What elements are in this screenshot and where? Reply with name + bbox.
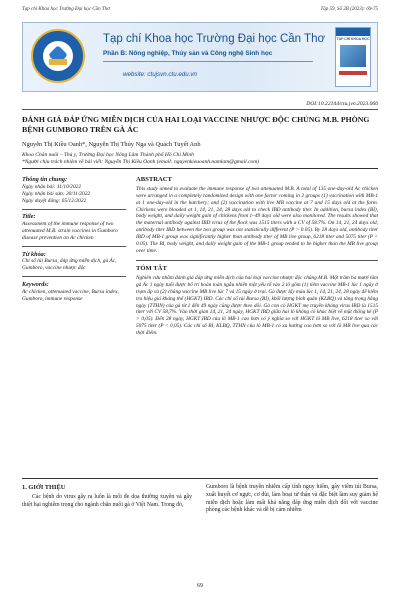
corresponding-author: *Người chịu trách nhiệm về bài viết: Nguyễn Thị Kiều Oanh (email: nguyenkieuoanh.namlam@gmail.com) [22, 159, 260, 165]
article-sidebar [22, 176, 126, 303]
banner-divider [103, 61, 313, 62]
title-en-text: Assessment of the immune response of two attenuated M.B. strain vaccines in Gumboro disease prevention on Ac chicken [22, 221, 118, 242]
journal-banner [22, 22, 378, 92]
keywords-en-heading: Keywords: [22, 280, 49, 288]
intro-text-right: Gumboro là bệnh truyền nhiễm cấp tính nguy hiểm, gây viêm túi Bursa, xuất huyết cơ ngực, cơ đùi, làm hoại tử thận và đặc biệt làm suy giảm hệ miễn dịch hoặc làm mất khả năng đáp ứng miễn dịch đối với vaccine phòng các bệnh khác và dễ bị cảm nhiễm [206, 484, 378, 514]
authors: Nguyễn Thị Kiều Oanh*, Nguyễn Thị Thủy Nga và Quách Tuyết Anh [22, 141, 201, 148]
sidebar-divider [22, 246, 126, 247]
keywords-vi-heading: Từ khóa: [22, 250, 46, 258]
banner-title: Tạp chí Khoa học Trường Đại học Cần Thơ [103, 33, 326, 45]
keywords-en-text: Ac chicken, attenuated vaccine, Bursa index, Gumboro, immune response [22, 288, 119, 302]
abstract-divider [136, 260, 378, 261]
abstract-text: This study aimed to evaluate the immune response of two attenuated M.B. A total of 135 one-day-old Ac chicken were arranged in a completely randomized design with one factor coming in 2 groups (1) vaccination with MB-1 at 1 one-day-old in the hatchery; and (2) vaccination with live MB vaccine at 7 and 15 days old at the farm. Chickens were blooded at 1, 14, 21, 24, 28 days old to check IBD antibody titer. In addition, bursa index (BI), body weight, and daily weight gain of chickens from 1–49 days old were also monitored. The results showed that the maternal antibody against IBD virus of the flock was 1515 titers with a CV of 58.7%. On 14, 21, 24 days old, antibody titer IBD between the two group was not statistically different (P > 0.05). By 28 days old, antibody titer IBD of MB-1 group was significantly higher than antibody titer of MB live group, 6218 titer and 5075 titer (P < 0.05). The BI, body weight, and daily weight gain of the MB-1 group tended to be higher than the MB live group over time. [136, 185, 378, 254]
received-date: Ngày nhận bài: 11/10/2022 [22, 183, 82, 190]
running-head-journal: Tạp chí Khoa học Trường Đại học Cần Thơ [22, 7, 110, 12]
title-en-heading: Title: [22, 213, 36, 221]
intro-heading: 1. GIỚI THIỆU [22, 484, 66, 491]
body-divider [22, 478, 378, 479]
abstract-heading: ABSTRACT [136, 176, 172, 183]
body-column-right [206, 484, 378, 515]
keywords-vi-text: Chỉ số túi Bursa, đáp ứng miễn dịch, gà Ác, Gumboro, vaccine nhược độc [22, 258, 117, 272]
affiliation: Khoa Chăn nuôi – Thú y, Trường Đại học Nông Lâm Thành phố Hồ Chí Minh [22, 152, 194, 158]
header-divider [22, 168, 378, 169]
sidebar-divider [22, 276, 126, 277]
article-info-heading: Thông tin chung: [22, 176, 68, 183]
cover-title: TẠP CHÍ KHOA HỌC [336, 37, 370, 41]
banner-website[interactable]: website: ctujsvn.ctu.edu.vn [123, 71, 197, 78]
sidebar-divider [22, 209, 126, 210]
running-head-volume: Tập 59, Số 2B (2023): 69-75 [320, 7, 378, 12]
body-column-left [22, 484, 192, 510]
tom-tat-heading: TÓM TẮT [136, 265, 167, 273]
abstract-column [136, 176, 378, 337]
article-title: ĐÁNH GIÁ ĐÁP ỨNG MIỄN DỊCH CỦA HAI LOẠI VACCINE NHƯỢC ĐỘC CHỦNG M.B. PHÒNG BỆNH GUMBORO TRÊN GÀ ÁC [22, 115, 370, 134]
banner-subtitle: Phần B: Nông nghiệp, Thủy sản và Công nghệ Sinh học [103, 50, 273, 57]
ctu-logo-icon [31, 29, 85, 83]
tom-tat-text: Nghiên cứu nhằm đánh giá đáp ứng miễn dịch của hai loại vaccine nhược độc chủng M.B. Một trăm ba mươi lăm gà Ác 1 ngày tuổi được bố trí hoàn toàn ngẫu nhiên một yếu tố vào 2 lô gồm (1) tiêm vaccine MB-1 lúc 1 ngày ở trạm ấp và (2) chủng vaccine MB live lúc 7 và 15 ngày ở trại. Gà được lấy máu lúc 1, 14, 21, 24, 28 ngày để kiểm tra hiệu giá kháng thể (HGKT) IBD. Các chỉ số túi Bursa (BI), khối lượng bình quân (KLBQ) và tăng trọng hằng ngày (TTHN) của gà từ 1 đến 49 ngày cũng được theo dõi. Gà con có HGKT mẹ truyền kháng virus IBD là 1515 titer với CV 58,7%. Vào thời gian 14, 21, 24 ngày, HGKT IBD giữa hai lô không có khác biệt về mặt thống kê (P > 0,05). Đến 28 ngày, HGKT IBD của lô MB-1 cao hơn có ý nghĩa so với HGKT lô MB live, 6218 titer so với 5075 titer (P < 0,05). Các chỉ số BI, KLBQ, TTHN của lô MB-1 có xu hướng cao hơn so với lô MB live qua các thời điểm. [136, 275, 378, 337]
intro-text-left: Các bệnh do virus gây ra luôn là mối đe dọa thường xuyên và gây thiệt hại nghiêm trọng cho ngành chăn nuôi gà ở Việt Nam. Trong đó, [22, 494, 192, 509]
doi[interactable]: DOI:10.22144/ctu.jvn.2023.066 [306, 101, 378, 107]
doi-divider [22, 109, 378, 110]
revised-date: Ngày nhận bài sửa: 30/11/2022 [22, 190, 91, 197]
running-head [22, 7, 378, 17]
page-number: 69 [197, 583, 203, 589]
accepted-date: Ngày duyệt đăng: 05/12/2022 [22, 197, 87, 204]
journal-cover-icon [335, 27, 371, 87]
